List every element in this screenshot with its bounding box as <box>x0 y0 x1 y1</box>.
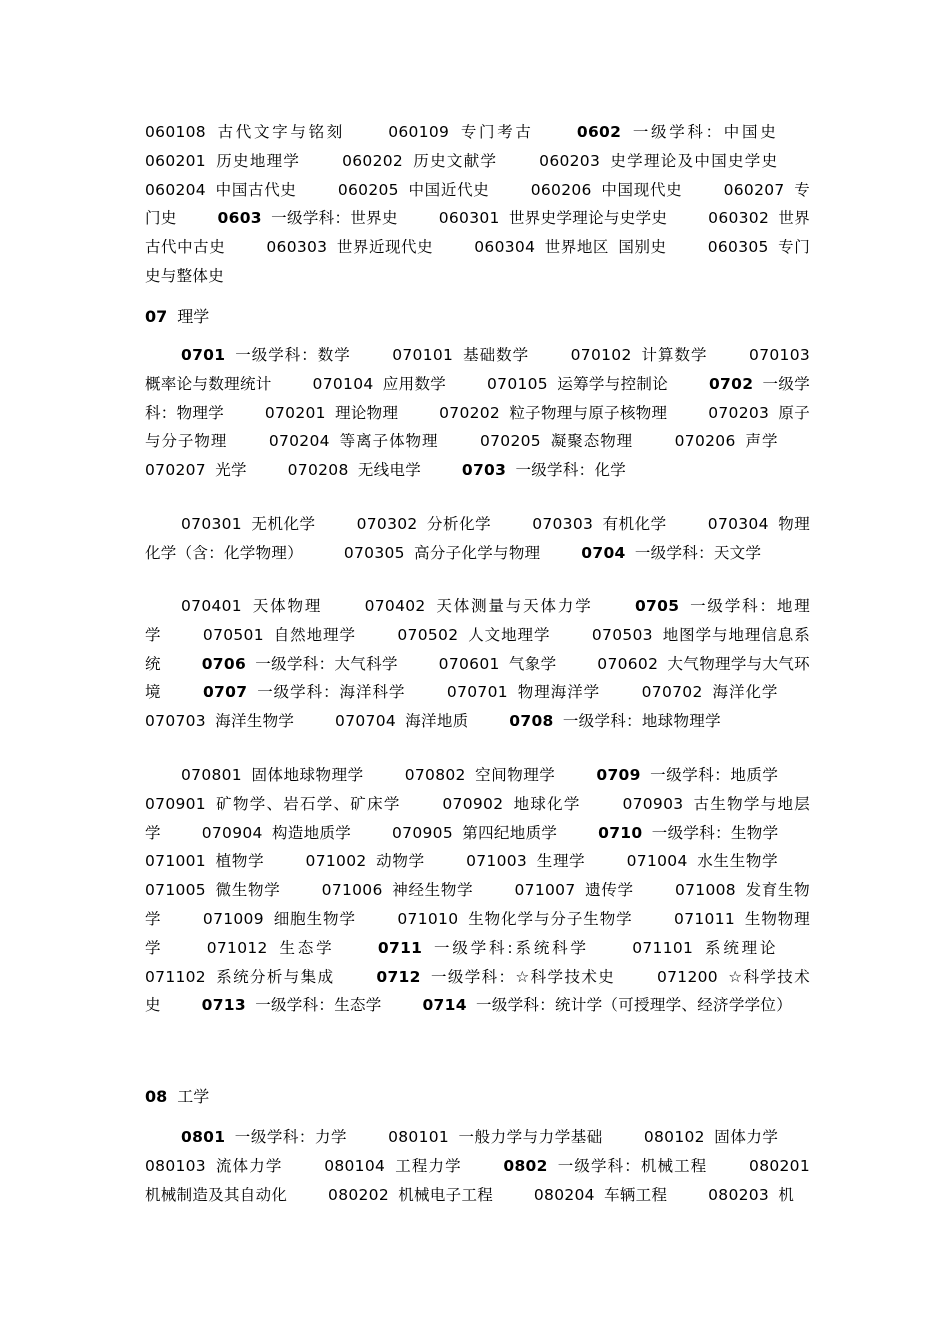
discipline-name: 神经生物学 <box>382 881 474 900</box>
discipline-name: 一级学科:系统科学 <box>422 938 589 957</box>
discipline-code: 070305 <box>343 543 405 562</box>
discipline-code: 071010 <box>397 909 459 928</box>
discipline-name: 世界地区 国别史 <box>535 238 667 257</box>
discipline-code: 070302 <box>356 515 418 533</box>
discipline-name: 生态学 <box>267 938 335 957</box>
discipline-name: 中国近代史 <box>398 180 490 199</box>
discipline-name: 世界史学理论与史学史 <box>499 209 668 228</box>
discipline-name: 系统分析与集成 <box>205 967 335 986</box>
primary-discipline-code: 0706 <box>201 654 247 673</box>
discipline-name: 一级学科：化学 <box>506 461 627 480</box>
discipline-name: 一级学科：生态学 <box>245 996 382 1015</box>
discipline-entry <box>447 683 600 701</box>
discipline-code: 060305 <box>707 238 769 257</box>
discipline-code: 070202 <box>439 403 501 422</box>
discipline-name: 大气物理学与大气环境 <box>145 654 810 702</box>
primary-discipline-code: 0703 <box>461 461 507 480</box>
primary-discipline-code: 0707 <box>202 683 248 702</box>
discipline-name: 专门史 <box>145 180 810 228</box>
discipline-entry <box>708 1186 794 1204</box>
discipline-paragraph <box>145 118 810 291</box>
discipline-code: 070701 <box>446 683 508 702</box>
discipline-name: 一级学科：☆科学技术史 <box>420 967 616 986</box>
discipline-name: 海洋生物学 <box>205 712 295 731</box>
discipline-entry <box>145 181 297 199</box>
discipline-name: 中国现代史 <box>591 180 683 199</box>
discipline-name: 发育生物学 <box>145 881 810 928</box>
discipline-code: 071001 <box>145 852 206 871</box>
discipline-name: 应用数学 <box>373 374 447 393</box>
primary-discipline-code: 0705 <box>634 597 680 615</box>
discipline-code: 060302 <box>708 209 770 228</box>
discipline-name: 粒子物理与原子核物理 <box>500 403 668 422</box>
discipline-code: 060108 <box>145 123 206 141</box>
discipline-entry <box>439 404 667 422</box>
discipline-code: 080202 <box>328 1185 390 1204</box>
discipline-name: 一级学科：力学 <box>225 1128 348 1146</box>
discipline-entry <box>266 238 433 256</box>
discipline-entry <box>145 1157 283 1175</box>
discipline-entry <box>202 996 382 1014</box>
primary-discipline-code: 0714 <box>422 996 467 1015</box>
discipline-name: 理论物理 <box>325 403 399 422</box>
discipline-name: 一级学科：世界史 <box>261 209 398 228</box>
discipline-name: 自然地理学 <box>263 625 356 644</box>
discipline-entry <box>466 852 585 870</box>
discipline-name: 运筹学与控制论 <box>547 374 669 393</box>
section-number: 07 <box>145 307 168 326</box>
discipline-entry <box>181 766 364 784</box>
discipline-entry <box>474 238 666 256</box>
discipline-entry <box>487 375 668 393</box>
discipline-entry <box>322 881 474 899</box>
discipline-code: 071007 <box>514 881 576 900</box>
discipline-name: 高分子化学与物理 <box>404 543 541 562</box>
discipline-entry <box>181 1128 347 1146</box>
discipline-code: 070206 <box>674 432 736 451</box>
discipline-name: 一级学科：物理学 <box>145 374 811 422</box>
discipline-name: 天体测量与天体力学 <box>425 597 593 615</box>
discipline-name: 生物物理学 <box>145 909 810 957</box>
discipline-name: 光学 <box>205 461 247 480</box>
section-title: 理学 <box>177 307 210 326</box>
primary-discipline-code: 0603 <box>217 209 262 228</box>
discipline-entry <box>203 910 356 928</box>
discipline-entry <box>422 996 792 1014</box>
discipline-entry <box>203 683 405 701</box>
discipline-name: 一级学科：生物学 <box>642 823 779 842</box>
discipline-name: 一级学科：地质学 <box>640 766 779 784</box>
discipline-name: 原子与分子物理 <box>145 403 811 451</box>
discipline-code: 070702 <box>641 683 703 702</box>
discipline-code: 071003 <box>466 852 528 871</box>
discipline-code: 070203 <box>708 403 770 422</box>
discipline-entry <box>571 346 708 364</box>
discipline-name: 植物学 <box>205 852 265 871</box>
discipline-name: 无机化学 <box>241 515 316 533</box>
discipline-name: 海洋化学 <box>702 683 779 702</box>
discipline-entry <box>503 1157 707 1175</box>
discipline-code: 071011 <box>674 909 736 928</box>
discipline-code: 070103 <box>749 346 811 364</box>
section-number: 08 <box>145 1087 168 1106</box>
discipline-code: 070204 <box>268 432 330 451</box>
discipline-paragraph <box>145 761 810 1020</box>
discipline-name: ☆科学技术史 <box>145 967 810 1015</box>
discipline-name: 等离子体物理 <box>329 432 439 451</box>
discipline-name: 遗传学 <box>575 881 634 900</box>
discipline-code: 080101 <box>388 1128 450 1146</box>
discipline-name: 一级学科：统计学（可授理学、经济学学位） <box>466 996 793 1015</box>
discipline-entry <box>145 712 294 730</box>
discipline-code: 060205 <box>337 180 399 199</box>
discipline-name: 有机化学 <box>593 515 667 533</box>
discipline-code: 070301 <box>181 515 242 533</box>
discipline-name: 史学理论及中国史学史 <box>600 151 779 170</box>
discipline-entry <box>397 626 550 644</box>
discipline-name: 世界古代中古史 <box>145 209 811 257</box>
discipline-name: 车辆工程 <box>594 1185 668 1204</box>
discipline-name: 微生物学 <box>205 881 281 900</box>
discipline-name: 物理海洋学 <box>507 683 601 702</box>
discipline-entry <box>202 824 351 842</box>
discipline-entry <box>397 910 632 928</box>
discipline-name: 流体力学 <box>205 1156 283 1175</box>
discipline-code: 070205 <box>479 432 541 451</box>
section-heading <box>145 1083 209 1111</box>
discipline-entry <box>378 939 589 957</box>
discipline-entry <box>531 181 683 199</box>
discipline-name: 机械制造及其自动化 <box>145 1185 288 1204</box>
discipline-entry <box>598 824 778 842</box>
section-title: 工学 <box>177 1087 210 1106</box>
discipline-code: 060201 <box>145 151 206 170</box>
discipline-name: 历史文献学 <box>403 151 498 170</box>
discipline-entry <box>532 515 667 533</box>
discipline-code: 071004 <box>626 852 688 871</box>
primary-discipline-code: 0709 <box>596 766 641 784</box>
discipline-code: 071012 <box>206 938 268 957</box>
discipline-entry <box>642 683 779 701</box>
discipline-paragraph <box>145 1123 810 1209</box>
discipline-entry <box>577 123 779 141</box>
discipline-code: 070905 <box>392 823 453 842</box>
primary-discipline-code: 0708 <box>509 712 554 731</box>
discipline-entry <box>627 852 779 870</box>
discipline-code: 080203 <box>708 1185 770 1204</box>
discipline-code: 070102 <box>570 346 632 364</box>
discipline-code: 070105 <box>487 374 548 393</box>
discipline-code: 060204 <box>145 180 206 199</box>
discipline-code: 060109 <box>388 123 450 141</box>
discipline-code: 060301 <box>438 209 500 228</box>
discipline-name: 一级学科：地理学 <box>145 597 811 644</box>
discipline-name: 动物学 <box>366 852 425 871</box>
discipline-entry <box>181 515 316 533</box>
discipline-entry <box>145 852 264 870</box>
discipline-code: 071002 <box>305 852 367 871</box>
discipline-name: 世界近现代史 <box>327 238 434 257</box>
discipline-entry <box>342 152 497 170</box>
discipline-entry <box>376 968 615 986</box>
discipline-code: 070602 <box>597 654 659 673</box>
discipline-code: 071006 <box>321 881 383 900</box>
discipline-entry <box>365 597 593 615</box>
discipline-entry <box>328 1186 493 1204</box>
primary-discipline-code: 0713 <box>201 996 246 1015</box>
discipline-name: 海洋地质 <box>396 712 469 731</box>
discipline-name: 矿物学、岩石学、矿床学 <box>205 794 401 813</box>
discipline-entry <box>509 712 721 730</box>
discipline-code: 070201 <box>264 403 326 422</box>
discipline-entry <box>632 939 778 957</box>
discipline-entry <box>145 795 401 813</box>
discipline-code: 060304 <box>474 238 536 257</box>
discipline-name: 一级学科：中国史 <box>621 123 779 141</box>
discipline-entry <box>265 404 398 422</box>
primary-discipline-code: 0712 <box>376 967 421 986</box>
discipline-name: 凝聚态物理 <box>540 432 634 451</box>
discipline-entry <box>596 766 778 784</box>
discipline-entry <box>218 209 398 227</box>
discipline-code: 060206 <box>530 180 592 199</box>
discipline-name: 计算数学 <box>631 346 708 364</box>
discipline-name: 一级学科：机械工程 <box>547 1156 708 1175</box>
discipline-entry <box>324 1157 462 1175</box>
discipline-code: 060202 <box>342 151 404 170</box>
discipline-name: 天体物理 <box>241 597 323 615</box>
discipline-name: 一级学科：数学 <box>225 346 351 364</box>
discipline-entry <box>269 432 439 450</box>
discipline-entry <box>203 626 356 644</box>
discipline-code: 070501 <box>202 625 264 644</box>
discipline-name: 中国古代史 <box>205 180 297 199</box>
discipline-name: 系统理论 <box>693 938 779 957</box>
discipline-code: 070703 <box>145 712 206 731</box>
discipline-name: 地图学与地理信息系统 <box>145 625 810 673</box>
discipline-name: 生理学 <box>527 852 586 871</box>
discipline-entry <box>357 515 492 533</box>
discipline-code: 070503 <box>591 625 653 644</box>
discipline-code: 070901 <box>145 794 206 813</box>
discipline-name: 专门考古 <box>449 123 534 141</box>
discipline-code: 071009 <box>202 909 264 928</box>
discipline-code: 080102 <box>643 1128 705 1146</box>
discipline-entry <box>145 123 345 141</box>
discipline-name: 概率论与数理统计 <box>145 374 272 393</box>
discipline-name: 一级学科：地球物理学 <box>553 712 721 731</box>
discipline-name: 无线电学 <box>348 461 422 480</box>
discipline-entry <box>442 795 580 813</box>
discipline-entry <box>145 152 300 170</box>
primary-discipline-code: 0602 <box>576 123 622 141</box>
primary-discipline-code: 0701 <box>181 346 226 364</box>
discipline-code: 080104 <box>324 1156 386 1175</box>
discipline-name: 分析化学 <box>417 515 492 533</box>
discipline-name: 一级学科：大气科学 <box>246 654 398 673</box>
discipline-name: 机 <box>769 1185 795 1204</box>
discipline-code: 071200 <box>656 967 718 986</box>
discipline-name: 固体地球物理学 <box>241 766 364 784</box>
discipline-code: 070904 <box>201 823 263 842</box>
discipline-entry <box>405 766 556 784</box>
discipline-code: 070601 <box>438 654 500 673</box>
discipline-code: 060203 <box>539 151 601 170</box>
discipline-entry <box>207 939 335 957</box>
discipline-name: 空间物理学 <box>465 766 556 784</box>
discipline-code: 070802 <box>404 766 466 784</box>
primary-discipline-code: 0702 <box>708 374 754 393</box>
discipline-entry <box>534 1186 667 1204</box>
discipline-name: 细胞生物学 <box>263 909 356 928</box>
discipline-code: 070502 <box>397 625 459 644</box>
discipline-code: 070402 <box>364 597 426 615</box>
discipline-name: 水生生物学 <box>687 852 779 871</box>
discipline-entry <box>439 655 557 673</box>
discipline-name: 一级学科：海洋科学 <box>247 683 406 702</box>
discipline-code: 070401 <box>181 597 242 615</box>
primary-discipline-code: 0801 <box>181 1128 226 1146</box>
discipline-name: 古生物学与地层学 <box>145 794 811 842</box>
discipline-name: 第四纪地质学 <box>453 823 558 842</box>
discipline-code: 080103 <box>145 1156 206 1175</box>
discipline-code: 070303 <box>532 515 594 533</box>
discipline-entry <box>392 824 557 842</box>
discipline-name: 气象学 <box>499 654 557 673</box>
discipline-entry <box>462 461 626 479</box>
discipline-entry <box>392 346 529 364</box>
discipline-entry <box>515 881 634 899</box>
primary-discipline-code: 0710 <box>598 823 643 842</box>
discipline-entry <box>675 432 779 450</box>
discipline-name: 物理化学（含：化学物理） <box>145 515 811 562</box>
discipline-code: 070304 <box>707 515 769 533</box>
primary-discipline-code: 0802 <box>503 1156 548 1175</box>
discipline-entry <box>145 968 334 986</box>
discipline-entry <box>581 544 761 562</box>
discipline-name: 一级学科：天文学 <box>625 543 762 562</box>
discipline-name: 生物化学与分子生物学 <box>458 909 633 928</box>
discipline-code: 080204 <box>533 1185 595 1204</box>
discipline-name: 一般力学与力学基础 <box>449 1128 603 1146</box>
discipline-code: 070903 <box>622 794 684 813</box>
discipline-entry <box>439 209 668 227</box>
discipline-entry <box>202 655 398 673</box>
discipline-code: 060303 <box>266 238 328 257</box>
discipline-entry <box>388 123 533 141</box>
discipline-entry <box>344 544 541 562</box>
discipline-entry <box>338 181 490 199</box>
discipline-entry <box>306 852 425 870</box>
discipline-code: 071102 <box>145 967 206 986</box>
discipline-code: 070208 <box>287 461 349 480</box>
discipline-code: 070704 <box>335 712 397 731</box>
discipline-code: 071008 <box>674 881 736 900</box>
discipline-name: 声学 <box>735 432 779 451</box>
discipline-entry <box>288 461 421 479</box>
discipline-entry <box>388 1128 603 1146</box>
discipline-entry <box>644 1128 779 1146</box>
discipline-entry <box>313 375 447 393</box>
discipline-name: 构造地质学 <box>262 823 352 842</box>
discipline-name: 历史地理学 <box>205 151 301 170</box>
discipline-name: 固体力学 <box>704 1128 779 1146</box>
discipline-name: 基础数学 <box>453 346 530 364</box>
discipline-entry <box>181 346 351 364</box>
discipline-entry <box>145 881 280 899</box>
discipline-name: 工程力学 <box>385 1156 462 1175</box>
discipline-paragraph <box>145 510 810 568</box>
section-heading <box>145 303 209 331</box>
discipline-code: 070902 <box>442 794 504 813</box>
discipline-name: 专门史与整体史 <box>145 238 811 285</box>
discipline-code: 071101 <box>632 938 694 957</box>
discipline-code: 080201 <box>749 1156 811 1175</box>
discipline-entry <box>480 432 633 450</box>
discipline-paragraph <box>145 592 810 736</box>
discipline-code: 070101 <box>392 346 454 364</box>
discipline-name: 机械电子工程 <box>389 1185 494 1204</box>
discipline-code: 071005 <box>145 881 206 900</box>
discipline-entry <box>145 461 247 479</box>
discipline-name: 地球化学 <box>503 794 581 813</box>
primary-discipline-code: 0704 <box>581 543 626 562</box>
discipline-entry <box>539 152 778 170</box>
discipline-paragraph <box>145 341 810 485</box>
primary-discipline-code: 0711 <box>377 938 423 957</box>
discipline-entry <box>181 597 322 615</box>
discipline-name: 人文地理学 <box>458 625 551 644</box>
discipline-code: 070104 <box>312 374 374 393</box>
discipline-code: 060207 <box>723 180 785 199</box>
discipline-code: 070801 <box>181 766 242 784</box>
discipline-name: 古代文字与铭刻 <box>205 123 345 141</box>
discipline-code: 070207 <box>145 461 206 480</box>
discipline-entry <box>335 712 468 730</box>
